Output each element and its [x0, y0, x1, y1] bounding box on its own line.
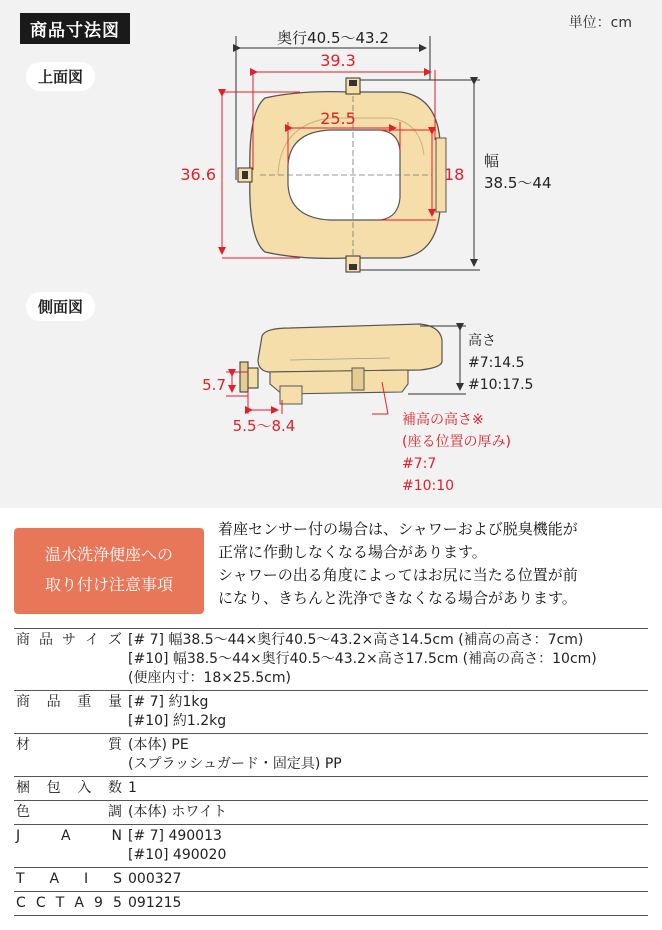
spec-key-char: 商	[16, 694, 30, 710]
spec-key	[14, 825, 126, 868]
spec-key-char: 量	[107, 694, 122, 710]
spec-key-char: A	[74, 895, 84, 911]
spec-key-char: C	[35, 895, 46, 911]
spec-key-char: T	[16, 871, 25, 887]
spec-key-char: 入	[77, 780, 92, 796]
spec-value	[126, 801, 648, 825]
notice-body-line4: になり、きちんと洗浄できなくなる場合があります。	[218, 589, 577, 607]
clip-range-dimension: 5.5～8.4	[232, 417, 296, 435]
spec-value-line: [# 7] 約1kg	[128, 694, 209, 710]
riser-note: (座る位置の厚み)	[402, 434, 511, 450]
spec-key-char: 梱	[16, 780, 30, 796]
spec-key	[14, 734, 126, 777]
spec-table	[14, 628, 648, 916]
spec-key-char: 数	[107, 780, 122, 796]
spec-value-line: [#10] 約1.2kg	[128, 713, 227, 729]
spec-value-line: (便座内寸：18×25.5cm)	[128, 670, 291, 686]
spec-key-char: 商	[16, 632, 30, 648]
spec-row	[14, 734, 648, 777]
spec-row	[14, 825, 648, 868]
spec-key	[14, 777, 126, 801]
spec-key-char: C	[16, 895, 26, 911]
spec-key-char: 色	[16, 804, 30, 820]
spec-value-line: (スプラッシュガード・固定具) PP	[128, 756, 342, 772]
spec-key-char: I	[84, 871, 89, 887]
spec-value-line: [#10] 490020	[128, 847, 227, 863]
seat-top-drawing	[238, 78, 446, 272]
spec-row	[14, 892, 648, 916]
spec-row	[14, 801, 648, 825]
depth-dimension: 奥行40.5～43.2	[277, 29, 389, 47]
height-label: 高さ	[468, 333, 496, 349]
spec-key-char: N	[111, 828, 122, 844]
spec-key-char: ズ	[108, 632, 122, 648]
spec-key-char: 質	[108, 737, 122, 753]
spec-value	[126, 825, 648, 868]
height-7: #7:14.5	[468, 355, 525, 371]
spec-key-char: J	[16, 828, 21, 844]
spec-key-char: 包	[46, 780, 61, 796]
spec-value-line: [#10] 幅38.5～44×奥行40.5～43.2×高さ17.5cm (補高の高さ：10cm)	[128, 651, 597, 667]
spec-key-char: 重	[77, 694, 92, 710]
spec-key-char: 材	[16, 737, 30, 753]
spec-key-char: サ	[62, 632, 76, 648]
spec-key-char: T	[55, 895, 65, 911]
spec-row	[14, 868, 648, 892]
notice-body	[218, 518, 650, 610]
spec-key-char: イ	[85, 632, 99, 648]
notice-title-line2: 取り付け注意事項	[44, 575, 173, 594]
unit-label: 単位：cm	[568, 15, 632, 31]
spec-value-line: 000327	[128, 871, 182, 887]
riser-label: 補高の高さ※	[402, 412, 484, 428]
spec-key	[14, 801, 126, 825]
spec-value-line: 1	[128, 780, 137, 796]
width-value: 38.5～44	[484, 174, 552, 192]
notice-title-box	[14, 528, 204, 614]
spec-key	[14, 629, 126, 691]
spec-value-line: [# 7] 490013	[128, 828, 222, 844]
spec-key	[14, 691, 126, 734]
spec-key-char: 調	[108, 804, 122, 820]
section-title: 商品寸法図	[20, 13, 130, 44]
spec-value-line: (本体) ホワイト	[128, 804, 227, 820]
spec-key	[14, 868, 126, 892]
notice-section	[0, 508, 662, 620]
spec-row	[14, 691, 648, 734]
spec-key-char: 9	[94, 895, 103, 911]
clip-height-dimension: 5.7	[202, 376, 226, 394]
spec-key-char: 5	[113, 895, 122, 911]
spec-key-char: 品	[39, 632, 53, 648]
width-label: 幅	[484, 152, 500, 170]
outer-length-dimension: 39.3	[320, 51, 356, 70]
inner-length-dimension: 25.5	[320, 109, 356, 128]
spec-value	[126, 629, 648, 691]
spec-value	[126, 734, 648, 777]
spec-value	[126, 691, 648, 734]
notice-body-line3: シャワーの出る角度によってはお尻に当たる位置が前	[218, 566, 578, 584]
notice-title-line1: 温水洗浄便座への	[44, 545, 173, 564]
notice-body-line2: 正常に作動しなくなる場合があります。	[218, 543, 487, 561]
spec-value	[126, 868, 648, 892]
spec-key	[14, 892, 126, 916]
seat-side-drawing	[240, 324, 442, 404]
spec-value	[126, 892, 648, 916]
riser-7: #7:7	[402, 456, 437, 472]
spec-row	[14, 629, 648, 691]
spec-value	[126, 777, 648, 801]
spec-key-char: S	[113, 871, 122, 887]
spec-key-char: 品	[46, 694, 61, 710]
spec-key-char: A	[49, 871, 60, 887]
spec-key-char: A	[61, 828, 71, 844]
inner-width-dimension: 18	[444, 165, 465, 184]
outer-width-dimension: 36.6	[180, 165, 216, 184]
spec-value-line: [# 7] 幅38.5～44×奥行40.5～43.2×高さ14.5cm (補高の高さ：7cm)	[128, 632, 584, 648]
spec-row	[14, 777, 648, 801]
spec-value-line: 091215	[128, 895, 182, 911]
spec-value-line: (本体) PE	[128, 737, 189, 753]
riser-10: #10:10	[402, 478, 455, 494]
height-10: #10:17.5	[468, 377, 534, 393]
top-view-label: 上面図	[26, 62, 95, 91]
side-view-label: 側面図	[26, 292, 95, 321]
notice-body-line1: 着座センサー付の場合は、シャワーおよび脱臭機能が	[218, 520, 578, 538]
